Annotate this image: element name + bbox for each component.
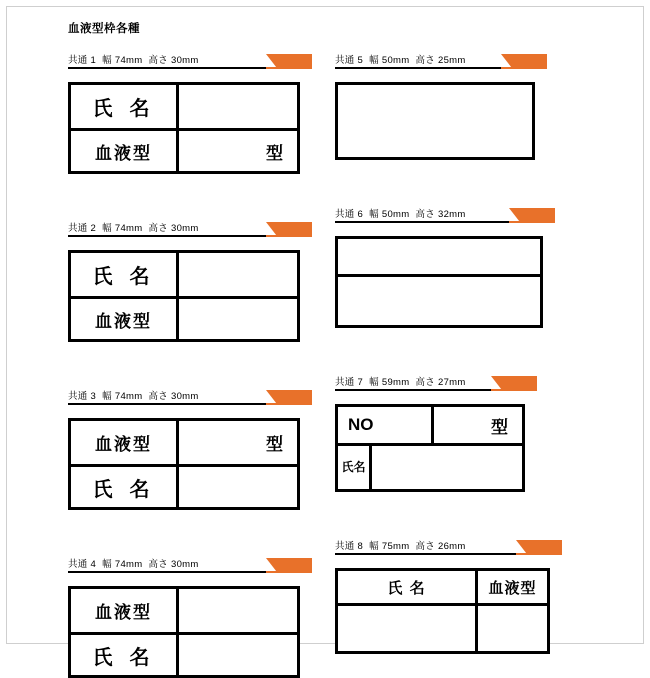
caption-rule-accent: [509, 221, 555, 223]
caption-name: 共通 7: [335, 377, 364, 388]
label-cell-text: 型: [266, 435, 283, 455]
label-cell-text: 氏 名: [71, 467, 179, 507]
block-caption: [68, 388, 199, 402]
accent-tab: [266, 54, 312, 67]
label-cell-text: 血液型: [71, 421, 179, 464]
accent-tab: [491, 376, 537, 389]
caption-height: 高さ 32mm: [415, 209, 466, 220]
caption-name: 共通 6: [335, 209, 364, 220]
block-caption: [335, 374, 466, 388]
label-cell-blank: [372, 446, 522, 489]
accent-tab: [501, 54, 547, 67]
label-cell-blank: [179, 299, 297, 339]
label-row: [71, 632, 297, 675]
caption-name: 共通 8: [335, 541, 364, 552]
label-frame: [68, 250, 300, 342]
accent-tab: [516, 540, 562, 553]
caption-height: 高さ 30mm: [148, 559, 199, 570]
caption-rule: [335, 389, 491, 391]
caption-width: 幅 75mm: [369, 541, 410, 552]
label-frame: [335, 82, 535, 160]
block-header: [68, 52, 300, 74]
label-row: [71, 253, 297, 296]
caption-rule-accent: [266, 235, 312, 237]
block-caption: [68, 556, 199, 570]
caption-name: 共通 2: [68, 223, 97, 234]
label-row: [338, 274, 540, 325]
label-cell-blank: [179, 589, 297, 632]
caption-name: 共通 5: [335, 55, 364, 66]
label-cell-text: 血液型: [488, 578, 537, 597]
label-cell-text: 氏 名: [71, 85, 179, 128]
caption-height: 高さ 27mm: [415, 377, 466, 388]
label-block: [68, 388, 300, 510]
label-block: [68, 556, 300, 678]
block-caption: [68, 52, 199, 66]
block-header: [335, 538, 550, 560]
caption-rule: [335, 67, 501, 69]
label-cell-text: 氏 名: [71, 635, 179, 675]
label-block: [68, 52, 300, 174]
caption-rule-accent: [501, 67, 547, 69]
label-row: [338, 407, 522, 443]
caption-rule: [68, 67, 266, 69]
label-frame: [68, 586, 300, 678]
label-frame: [68, 82, 300, 174]
caption-rule: [68, 403, 266, 405]
block-header: [68, 220, 300, 242]
label-cell-text: 型: [266, 143, 283, 164]
label-row: [71, 464, 297, 507]
label-block: [335, 374, 525, 492]
label-cell-blank: [478, 606, 547, 651]
accent-tab: [266, 558, 312, 571]
label-block: [335, 52, 535, 160]
accent-tab: [266, 222, 312, 235]
caption-height: 高さ 30mm: [148, 391, 199, 402]
caption-name: 共通 4: [68, 559, 97, 570]
label-block: [68, 220, 300, 342]
caption-width: 幅 74mm: [102, 223, 143, 234]
block-caption: [68, 220, 199, 234]
label-row: [71, 589, 297, 632]
caption-width: 幅 50mm: [369, 209, 410, 220]
caption-height: 高さ 30mm: [148, 223, 199, 234]
caption-width: 幅 74mm: [102, 559, 143, 570]
label-block: [335, 206, 543, 328]
caption-width: 幅 74mm: [102, 391, 143, 402]
label-frame: [68, 418, 300, 510]
block-caption: [335, 538, 466, 552]
vertical-char: 名: [353, 460, 366, 474]
caption-rule-accent: [266, 403, 312, 405]
accent-tab: [266, 390, 312, 403]
label-row: [71, 85, 297, 128]
caption-rule: [335, 553, 516, 555]
caption-rule: [68, 235, 266, 237]
caption-rule-accent: [516, 553, 562, 555]
label-cell-blank: [179, 85, 297, 128]
caption-rule-accent: [266, 571, 312, 573]
block-header: [335, 52, 535, 74]
caption-name: 共通 3: [68, 391, 97, 402]
label-row: [338, 443, 522, 489]
label-cell-blank: [179, 635, 297, 675]
caption-width: 幅 50mm: [369, 55, 410, 66]
caption-height: 高さ 30mm: [148, 55, 199, 66]
caption-rule: [335, 221, 509, 223]
block-caption: [335, 52, 466, 66]
label-row: [71, 128, 297, 171]
label-cell-text: 血液型: [71, 589, 179, 632]
label-cell-blank: [179, 253, 297, 296]
caption-rule-accent: [266, 67, 312, 69]
label-row: [338, 85, 532, 157]
label-cell-text: 型: [491, 417, 508, 438]
block-header: [68, 556, 300, 578]
block-header: [68, 388, 300, 410]
caption-rule-accent: [491, 389, 537, 391]
label-frame: [335, 236, 543, 328]
page-title: 血液型枠各種: [68, 23, 140, 35]
label-frame: [335, 568, 550, 654]
label-cell-text: 血液型: [71, 299, 179, 339]
label-cell-text: 氏 名: [71, 253, 179, 296]
label-cell-text: [338, 446, 372, 489]
label-frame: [335, 404, 525, 492]
label-cell-text: 血液型: [71, 131, 179, 171]
label-row: [338, 571, 547, 603]
caption-width: 幅 74mm: [102, 55, 143, 66]
caption-width: 幅 59mm: [369, 377, 410, 388]
label-row: [71, 296, 297, 339]
caption-rule: [68, 571, 266, 573]
block-header: [335, 374, 525, 396]
label-cell-text: 氏 名: [338, 571, 478, 603]
label-row: [338, 603, 547, 651]
label-row: [338, 239, 540, 274]
label-row: [71, 421, 297, 464]
block-caption: [335, 206, 466, 220]
vertical-char: 氏: [341, 460, 354, 474]
label-cell-blank: [338, 606, 478, 651]
label-cell-blank: [338, 85, 532, 157]
label-cell-blank: [179, 467, 297, 507]
label-cell-blank: [338, 239, 540, 274]
caption-height: 高さ 26mm: [415, 541, 466, 552]
block-header: [335, 206, 543, 228]
accent-tab: [509, 208, 555, 221]
label-cell-blank: [338, 277, 540, 325]
caption-height: 高さ 25mm: [415, 55, 466, 66]
label-block: [335, 538, 550, 654]
label-cell-text: NO: [338, 407, 434, 443]
caption-name: 共通 1: [68, 55, 97, 66]
